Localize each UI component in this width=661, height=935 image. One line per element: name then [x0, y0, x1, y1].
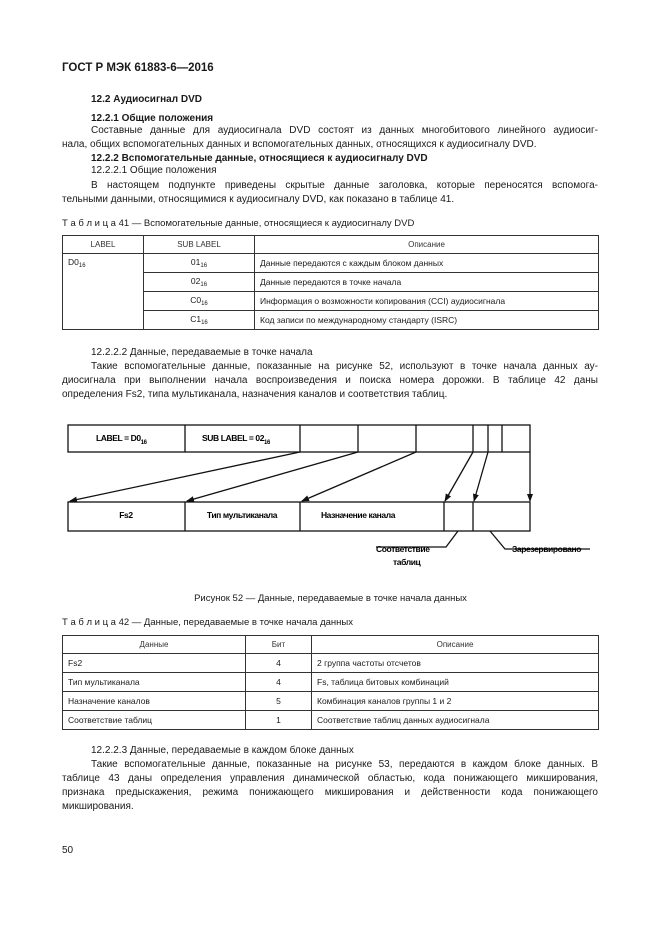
field-fs2: Fs2: [119, 510, 133, 520]
table-row: [63, 673, 599, 692]
table-row: [63, 692, 599, 711]
note-table-correspondence-2: таблиц: [393, 557, 421, 567]
description-cell: Комбинация каналов группы 1 и 2: [312, 692, 599, 711]
figure-label-text: LABEL = $D0_{16}$: [96, 433, 147, 446]
bits-cell: 4: [246, 654, 312, 673]
table-row: [63, 292, 599, 311]
data-cell: Тип мультиканала: [63, 673, 246, 692]
description-cell: Данные передаются в точке начала: [255, 273, 599, 292]
sublabel-cell: $C0_{16}$: [144, 292, 255, 311]
paragraph-line: Такие вспомогательные данные, показанные на рисунке 52, используют в точке начала данных ау-: [91, 361, 598, 372]
table41-caption: Т а б л и ц а 41 — Вспомогательные данные, относящиеся к аудиосигналу DVD: [62, 218, 415, 229]
data-cell: Fs2: [63, 654, 246, 673]
table-header: Описание: [255, 236, 599, 254]
heading-12-2-1: 12.2.1 Общие положения: [91, 113, 214, 124]
description-cell: Fs, таблица битовых комбинаций: [312, 673, 599, 692]
table-42: [62, 635, 599, 730]
table-header: Данные: [63, 636, 246, 654]
paragraph-line: микширования.: [62, 801, 134, 812]
description-cell: 2 группа частоты отсчетов: [312, 654, 599, 673]
label-cell: $D0_{16}$: [63, 254, 144, 330]
paragraph-line: нала, общих вспомогательных данных и вспомогательных данных, относящихся к аудиосигналу DVD.: [62, 139, 537, 150]
description-cell: Данные передаются с каждым блоком данных: [255, 254, 599, 273]
heading-12-2-2-2: 12.2.2.2 Данные, передаваемые в точке начала: [91, 347, 313, 358]
table-row: [63, 311, 599, 330]
sublabel-cell: $02_{16}$: [144, 273, 255, 292]
description-cell: Соответствие таблиц данных аудиосигнала: [312, 711, 599, 730]
heading-12-2-2-1: 12.2.2.1 Общие положения: [91, 165, 217, 176]
description-cell: Информация о возможности копирования (CCI) аудиосигнала: [255, 292, 599, 311]
page-number: 50: [62, 845, 74, 856]
table-header: Описание: [312, 636, 599, 654]
table-row: [63, 273, 599, 292]
table-41: [62, 235, 599, 330]
figure-sublabel-text: SUB LABEL = $02_{16}$: [202, 433, 270, 446]
paragraph-line: Составные данные для аудиосигнала DVD состоят из данных многобитового линейного аудиосиг-: [91, 125, 598, 136]
table-header: LABEL: [63, 236, 144, 254]
bits-cell: 1: [246, 711, 312, 730]
note-table-correspondence: Соответствие: [376, 544, 430, 554]
paragraph-line: определения Fs2, типа мультиканала, назначения каналов и соответствия таблиц.: [62, 389, 448, 400]
heading-12-2-2: 12.2.2 Вспомогательные данные, относящиеся к аудиосигналу DVD: [91, 153, 428, 164]
bottom-bit-field: [68, 502, 530, 531]
table-header: SUB LABEL: [144, 236, 255, 254]
figure-52-caption: Рисунок 52 — Данные, передаваемые в точке начала данных: [194, 593, 467, 604]
sublabel-cell: $C1_{16}$: [144, 311, 255, 330]
note-reserved: Зарезервировано: [512, 544, 582, 554]
table-row: [63, 654, 599, 673]
field-channel-assignment: Назначение канала: [320, 510, 396, 520]
heading-12-2-2-3: 12.2.2.3 Данные, передаваемые в каждом блоке данных: [91, 745, 354, 756]
paragraph-line: признака предыскажения, режима понижающего микширования и действенности кода понижающего: [62, 787, 598, 798]
document-header: ГОСТ Р МЭК 61883-6—2016: [62, 62, 214, 74]
figure-52-diagram: [0, 415, 661, 575]
table-row: [63, 711, 599, 730]
field-multichannel: Тип мультиканала: [206, 510, 278, 520]
bits-cell: 4: [246, 673, 312, 692]
description-cell: Код записи по международному стандарту (ISRC): [255, 311, 599, 330]
data-cell: Назначение каналов: [63, 692, 246, 711]
paragraph-line: таблице 43 даны определения управления динамической областью, кода понижающего микширования,: [62, 773, 598, 784]
table-header: Бит: [246, 636, 312, 654]
table42-caption: Т а б л и ц а 42 — Данные, передаваемые в точке начала данных: [62, 617, 353, 628]
paragraph-line: Такие вспомогательные данные, показанные на рисунке 53, передаются в каждом блоке данных. В: [91, 759, 598, 770]
bits-cell: 5: [246, 692, 312, 711]
table-row: [63, 254, 599, 273]
data-cell: Соответствие таблиц: [63, 711, 246, 730]
paragraph-line: В настоящем подпункте приведены скрытые данные заголовка, которые переносятся вспомога-: [91, 180, 598, 191]
heading-12-2: 12.2 Аудиосигнал DVD: [91, 94, 202, 105]
paragraph-line: диосигнала при выполнении начала воспроизведения и поиска номера дорожки. В таблице 42 даны: [62, 375, 598, 386]
sublabel-cell: $01_{16}$: [144, 254, 255, 273]
paragraph-line: тельными данными, относящимися к аудиосигналу DVD, как показано в таблице 41.: [62, 194, 455, 205]
